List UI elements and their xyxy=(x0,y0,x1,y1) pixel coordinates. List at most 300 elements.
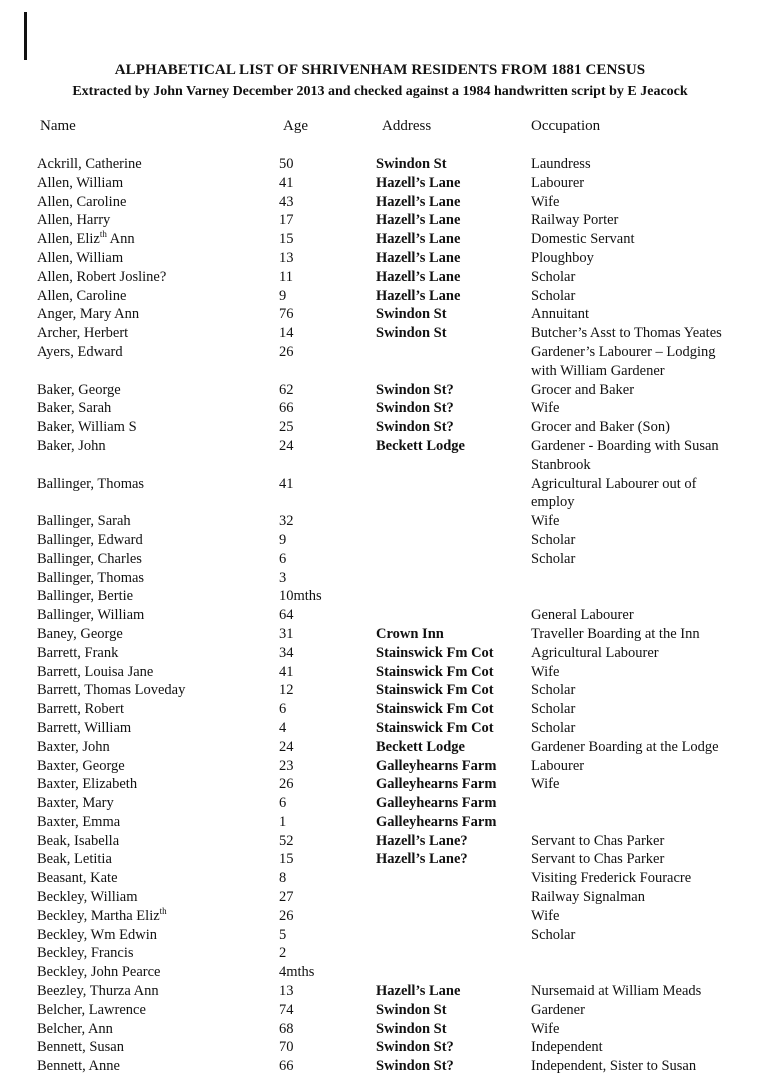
resident-address: Swindon St? xyxy=(376,381,454,398)
resident-name xyxy=(37,944,134,963)
occupation-line xyxy=(531,813,753,832)
resident-age: 6 xyxy=(279,550,287,567)
resident-name xyxy=(37,512,131,531)
occupation-line: Visiting Frederick Fouracre xyxy=(531,870,692,887)
resident-age: 74 xyxy=(279,1001,294,1018)
resident-age: 31 xyxy=(279,625,294,642)
resident-name xyxy=(37,531,143,550)
resident-name xyxy=(37,926,157,945)
resident-name xyxy=(37,268,166,287)
resident-name-text: Allen, Caroline xyxy=(37,193,127,210)
resident-occupation xyxy=(531,1038,753,1057)
resident-row xyxy=(0,663,760,682)
resident-age: 6 xyxy=(279,701,287,718)
resident-address: Stainswick Fm Cot xyxy=(376,682,494,699)
resident-row xyxy=(0,287,760,306)
resident-address: Hazell’s Lane? xyxy=(376,832,468,849)
resident-row xyxy=(0,324,760,343)
resident-name-text: Beckley, John Pearce xyxy=(37,964,161,981)
header-occupation: Occupation xyxy=(531,118,601,134)
resident-occupation xyxy=(531,512,753,531)
occupation-line: Scholar xyxy=(531,531,576,548)
header-name: Name xyxy=(40,118,76,134)
resident-row xyxy=(0,305,760,324)
resident-address: Crown Inn xyxy=(376,625,444,642)
occupation-line: employ xyxy=(531,494,575,511)
resident-occupation xyxy=(531,738,753,757)
resident-name-superscript: th xyxy=(99,229,107,240)
resident-age: 24 xyxy=(279,738,294,755)
resident-address: Stainswick Fm Cot xyxy=(376,719,494,736)
occupation-line: Stanbrook xyxy=(531,456,591,473)
resident-name xyxy=(37,381,121,400)
resident-age: 41 xyxy=(279,663,294,680)
resident-age: 26 xyxy=(279,343,294,360)
resident-name-text: Bennett, Susan xyxy=(37,1039,124,1056)
occupation-line: Grocer and Baker (Son) xyxy=(531,419,670,436)
resident-name-text: Anger, Mary Ann xyxy=(37,306,140,323)
resident-row xyxy=(0,193,760,212)
occupation-line xyxy=(531,587,753,606)
resident-name xyxy=(37,644,118,663)
resident-age: 17 xyxy=(279,212,294,229)
resident-age: 4mths xyxy=(279,964,315,981)
resident-name xyxy=(37,174,123,193)
occupation-line: Domestic Servant xyxy=(531,231,635,248)
resident-name xyxy=(37,230,135,249)
resident-name xyxy=(37,437,106,456)
resident-name xyxy=(37,907,167,926)
resident-age: 4 xyxy=(279,719,287,736)
occupation-line: Agricultural Labourer out of xyxy=(531,475,697,492)
resident-row xyxy=(0,381,760,400)
resident-name-text: Allen, Harry xyxy=(37,212,111,229)
resident-occupation xyxy=(531,193,753,212)
resident-occupation xyxy=(531,437,753,475)
resident-age: 76 xyxy=(279,306,294,323)
resident-age: 26 xyxy=(279,907,294,924)
resident-name xyxy=(37,287,126,306)
resident-row xyxy=(0,531,760,550)
resident-row xyxy=(0,1057,760,1076)
resident-address: Swindon St xyxy=(376,1020,447,1037)
resident-row xyxy=(0,211,760,230)
resident-row xyxy=(0,757,760,776)
resident-row xyxy=(0,850,760,869)
resident-name xyxy=(37,1020,113,1039)
resident-name-text: Ballinger, Thomas xyxy=(37,475,145,492)
resident-name-text: Baxter, Emma xyxy=(37,813,121,830)
resident-occupation xyxy=(531,268,753,287)
resident-row xyxy=(0,982,760,1001)
occupation-line: Railway Signalman xyxy=(531,889,645,906)
resident-age: 41 xyxy=(279,475,294,492)
resident-row xyxy=(0,775,760,794)
occupation-line: Wife xyxy=(531,1020,560,1037)
resident-age: 27 xyxy=(279,889,294,906)
resident-name-text: Barrett, William xyxy=(37,719,132,736)
resident-occupation xyxy=(531,305,753,324)
document-subtitle: Extracted by John Varney December 2013 and checked against a 1984 handwritten script by E Jeacock xyxy=(72,84,688,99)
resident-row xyxy=(0,794,760,813)
resident-row xyxy=(0,268,760,287)
occupation-line: General Labourer xyxy=(531,607,634,624)
resident-occupation xyxy=(531,1020,753,1039)
occupation-line: Wife xyxy=(531,907,560,924)
resident-name-text: Baxter, Mary xyxy=(37,795,114,812)
resident-occupation xyxy=(531,531,753,550)
occupation-line: Nursemaid at William Meads xyxy=(531,983,702,1000)
resident-name-text: Ballinger, Charles xyxy=(37,550,142,567)
resident-age: 12 xyxy=(279,682,294,699)
resident-name xyxy=(37,850,112,869)
resident-name-text: Beckley, William xyxy=(37,889,138,906)
resident-row xyxy=(0,944,760,963)
document-title: ALPHABETICAL LIST OF SHRIVENHAM RESIDENTS FROM 1881 CENSUS xyxy=(114,62,646,78)
resident-name xyxy=(37,193,126,212)
resident-name-text: Baker, Sarah xyxy=(37,400,112,417)
resident-occupation xyxy=(531,606,753,625)
resident-row xyxy=(0,155,760,174)
resident-age: 5 xyxy=(279,926,287,943)
occupation-line: Butcher’s Asst to Thomas Yeates xyxy=(531,325,722,342)
occupation-line: Wife xyxy=(531,776,560,793)
resident-occupation xyxy=(531,1001,753,1020)
resident-occupation xyxy=(531,249,753,268)
resident-address: Hazell’s Lane xyxy=(376,174,461,191)
resident-age: 3 xyxy=(279,569,287,586)
resident-row xyxy=(0,249,760,268)
resident-name-text: Allen, Caroline xyxy=(37,287,127,304)
resident-occupation xyxy=(531,287,753,306)
resident-age: 1 xyxy=(279,813,287,830)
resident-row xyxy=(0,888,760,907)
resident-row xyxy=(0,587,760,606)
resident-name xyxy=(37,832,119,851)
occupation-line: Servant to Chas Parker xyxy=(531,851,665,868)
resident-occupation xyxy=(531,869,753,888)
resident-name-text: Beckley, Francis xyxy=(37,945,134,962)
resident-address: Swindon St xyxy=(376,156,447,172)
resident-row xyxy=(0,343,760,381)
resident-age: 41 xyxy=(279,174,294,191)
resident-name-text: Barrett, Thomas Loveday xyxy=(37,682,186,699)
resident-occupation xyxy=(531,399,753,418)
resident-occupation xyxy=(531,1057,753,1076)
resident-age: 34 xyxy=(279,644,294,661)
occupation-line: Traveller Boarding at the Inn xyxy=(531,625,700,642)
resident-age: 9 xyxy=(279,531,287,548)
occupation-line: Laundress xyxy=(531,156,591,172)
resident-occupation xyxy=(531,982,753,1001)
occupation-line: Wife xyxy=(531,663,560,680)
resident-age: 32 xyxy=(279,513,294,530)
resident-occupation xyxy=(531,963,753,982)
resident-occupation xyxy=(531,907,753,926)
occupation-line: Scholar xyxy=(531,701,576,718)
resident-age: 11 xyxy=(279,268,293,285)
resident-row xyxy=(0,926,760,945)
column-headers xyxy=(0,118,760,140)
resident-name-text: Baker, William S xyxy=(37,419,137,436)
resident-name xyxy=(37,1001,146,1020)
resident-name-text: Barrett, Robert xyxy=(37,701,124,718)
resident-name-text: Beckley, Wm Edwin xyxy=(37,926,158,943)
resident-list xyxy=(0,155,760,1076)
resident-address: Galleyhearns Farm xyxy=(376,795,497,812)
resident-address: Swindon St? xyxy=(376,400,454,417)
resident-age: 43 xyxy=(279,193,294,210)
resident-row xyxy=(0,1020,760,1039)
resident-name-text: Archer, Herbert xyxy=(37,325,129,342)
resident-occupation xyxy=(531,888,753,907)
occupation-line: Scholar xyxy=(531,268,576,285)
resident-address: Swindon St xyxy=(376,1001,447,1018)
resident-name-text: Allen, Eliz xyxy=(37,231,100,248)
resident-row xyxy=(0,1001,760,1020)
resident-row xyxy=(0,813,760,832)
resident-age: 9 xyxy=(279,287,287,304)
resident-occupation xyxy=(531,663,753,682)
margin-mark xyxy=(24,12,27,60)
occupation-line: Gardener xyxy=(531,1001,585,1018)
resident-row xyxy=(0,963,760,982)
resident-name-text: Ballinger, Bertie xyxy=(37,588,134,605)
occupation-line xyxy=(531,963,753,982)
resident-name-text: Barrett, Frank xyxy=(37,644,119,661)
resident-name xyxy=(37,569,144,588)
resident-name xyxy=(37,963,160,982)
resident-name xyxy=(37,625,123,644)
resident-age: 10mths xyxy=(279,588,322,605)
resident-row xyxy=(0,606,760,625)
occupation-line xyxy=(531,944,753,963)
resident-address: Stainswick Fm Cot xyxy=(376,701,494,718)
resident-age: 64 xyxy=(279,607,294,624)
resident-occupation xyxy=(531,719,753,738)
resident-age: 50 xyxy=(279,156,294,172)
resident-address: Hazell’s Lane xyxy=(376,193,461,210)
resident-name xyxy=(37,211,110,230)
occupation-line: Gardener’s Labourer – Lodging xyxy=(531,343,716,360)
occupation-line: Servant to Chas Parker xyxy=(531,832,665,849)
resident-name xyxy=(37,738,110,757)
occupation-line: Independent xyxy=(531,1039,603,1056)
resident-occupation xyxy=(531,794,753,813)
resident-name-text: Belcher, Lawrence xyxy=(37,1001,146,1018)
resident-name-superscript: th xyxy=(159,906,167,917)
occupation-line: Gardener - Boarding with Susan xyxy=(531,437,719,454)
resident-name-text: Baxter, Elizabeth xyxy=(37,776,138,793)
resident-name-text: Baker, John xyxy=(37,437,106,454)
resident-name-text: Ballinger, William xyxy=(37,607,145,624)
resident-row xyxy=(0,625,760,644)
resident-row xyxy=(0,475,760,513)
occupation-line: Labourer xyxy=(531,174,585,191)
resident-name xyxy=(37,982,159,1001)
resident-name xyxy=(37,343,123,362)
occupation-line: Ploughboy xyxy=(531,249,594,266)
occupation-line: Scholar xyxy=(531,719,576,736)
resident-occupation xyxy=(531,813,753,832)
resident-age: 6 xyxy=(279,795,287,812)
resident-occupation xyxy=(531,625,753,644)
resident-age: 66 xyxy=(279,1058,294,1075)
resident-row xyxy=(0,569,760,588)
occupation-line: Agricultural Labourer xyxy=(531,644,659,661)
resident-name-text: Allen, William xyxy=(37,249,124,266)
resident-age: 8 xyxy=(279,870,287,887)
resident-address: Swindon St xyxy=(376,325,447,342)
resident-name-text: Allen, Robert Josline? xyxy=(37,268,167,285)
occupation-line: Wife xyxy=(531,193,560,210)
resident-occupation xyxy=(531,587,753,606)
resident-row xyxy=(0,719,760,738)
resident-age: 52 xyxy=(279,832,294,849)
resident-address: Hazell’s Lane xyxy=(376,212,461,229)
resident-name xyxy=(37,606,144,625)
resident-name-text: Barrett, Louisa Jane xyxy=(37,663,154,680)
resident-row xyxy=(0,700,760,719)
resident-occupation xyxy=(531,681,753,700)
resident-address: Galleyhearns Farm xyxy=(376,776,497,793)
resident-age: 66 xyxy=(279,400,294,417)
resident-occupation xyxy=(531,832,753,851)
occupation-line: Scholar xyxy=(531,550,576,567)
resident-name-text: Ballinger, Sarah xyxy=(37,513,131,530)
resident-name xyxy=(37,813,120,832)
resident-row xyxy=(0,1038,760,1057)
resident-name-text: Allen, William xyxy=(37,174,124,191)
resident-age: 2 xyxy=(279,945,287,962)
resident-name-text: Beasant, Kate xyxy=(37,870,118,887)
resident-name xyxy=(37,155,142,174)
resident-name xyxy=(37,719,131,738)
resident-name-text: Beak, Letitia xyxy=(37,851,112,868)
resident-row xyxy=(0,174,760,193)
resident-occupation xyxy=(531,418,753,437)
resident-occupation xyxy=(531,569,753,588)
resident-address: Beckett Lodge xyxy=(376,437,465,454)
resident-name xyxy=(37,1038,124,1057)
resident-age: 62 xyxy=(279,381,294,398)
resident-name-text: Beak, Isabella xyxy=(37,832,120,849)
resident-address: Hazell’s Lane xyxy=(376,268,461,285)
resident-row xyxy=(0,550,760,569)
resident-address: Swindon St? xyxy=(376,419,454,436)
resident-name-text: Bennett, Anne xyxy=(37,1058,120,1075)
resident-name-text: Baker, George xyxy=(37,381,121,398)
resident-name-text: Ayers, Edward xyxy=(37,343,123,360)
resident-address: Hazell’s Lane? xyxy=(376,851,468,868)
resident-name xyxy=(37,418,137,437)
resident-occupation xyxy=(531,775,753,794)
resident-address: Stainswick Fm Cot xyxy=(376,663,494,680)
resident-name xyxy=(37,587,133,606)
resident-name xyxy=(37,475,144,494)
resident-age: 15 xyxy=(279,851,294,868)
occupation-line: Wife xyxy=(531,400,560,417)
resident-occupation xyxy=(531,644,753,663)
resident-name-text: Baxter, John xyxy=(37,738,110,755)
resident-occupation xyxy=(531,211,753,230)
resident-age: 24 xyxy=(279,437,294,454)
resident-row xyxy=(0,230,760,249)
resident-age: 23 xyxy=(279,757,294,774)
occupation-line: Railway Porter xyxy=(531,212,619,229)
resident-name-text: Baxter, George xyxy=(37,757,125,774)
resident-address: Swindon St xyxy=(376,306,447,323)
resident-row xyxy=(0,644,760,663)
resident-name-text: Beckley, Martha Eliz xyxy=(37,907,160,924)
header-age: Age xyxy=(283,118,308,134)
resident-name-text: Beezley, Thurza Ann xyxy=(37,983,159,1000)
resident-name xyxy=(37,700,124,719)
resident-name xyxy=(37,324,128,343)
resident-occupation xyxy=(531,757,753,776)
resident-name xyxy=(37,249,123,268)
occupation-line xyxy=(531,794,753,813)
resident-address: Swindon St? xyxy=(376,1058,454,1075)
occupation-line: Wife xyxy=(531,513,560,530)
occupation-line: Scholar xyxy=(531,682,576,699)
resident-address: Beckett Lodge xyxy=(376,738,465,755)
resident-address: Hazell’s Lane xyxy=(376,983,461,1000)
resident-name-text: Baney, George xyxy=(37,625,123,642)
resident-occupation xyxy=(531,475,753,513)
occupation-line: Annuitant xyxy=(531,306,589,323)
resident-name xyxy=(37,681,185,700)
resident-age: 13 xyxy=(279,983,294,1000)
resident-name-text: Ballinger, Thomas xyxy=(37,569,145,586)
resident-name xyxy=(37,1057,120,1076)
resident-address: Galleyhearns Farm xyxy=(376,757,497,774)
resident-age: 26 xyxy=(279,776,294,793)
resident-name xyxy=(37,399,111,418)
resident-row xyxy=(0,681,760,700)
occupation-line: Labourer xyxy=(531,757,585,774)
resident-row xyxy=(0,738,760,757)
resident-name xyxy=(37,305,139,324)
resident-occupation xyxy=(531,381,753,400)
resident-name-text: Ackrill, Catherine xyxy=(37,156,142,172)
resident-name xyxy=(37,550,142,569)
resident-name-text: Belcher, Ann xyxy=(37,1020,113,1037)
resident-address: Swindon St? xyxy=(376,1039,454,1056)
resident-name-suffix: Ann xyxy=(106,231,135,248)
occupation-line: Independent, Sister to Susan xyxy=(531,1058,697,1075)
resident-occupation xyxy=(531,850,753,869)
occupation-line: Gardener Boarding at the Lodge xyxy=(531,738,719,755)
occupation-line: Grocer and Baker xyxy=(531,381,635,398)
resident-name xyxy=(37,757,125,776)
resident-address: Hazell’s Lane xyxy=(376,287,461,304)
resident-row xyxy=(0,437,760,475)
resident-occupation xyxy=(531,174,753,193)
resident-occupation xyxy=(531,926,753,945)
resident-name xyxy=(37,794,114,813)
resident-occupation xyxy=(531,230,753,249)
resident-name xyxy=(37,869,118,888)
resident-occupation xyxy=(531,155,753,174)
occupation-line: with William Gardener xyxy=(531,362,665,379)
resident-row xyxy=(0,869,760,888)
resident-age: 25 xyxy=(279,419,294,436)
resident-name xyxy=(37,775,137,794)
resident-age: 15 xyxy=(279,231,294,248)
occupation-line xyxy=(531,569,753,588)
resident-occupation xyxy=(531,550,753,569)
